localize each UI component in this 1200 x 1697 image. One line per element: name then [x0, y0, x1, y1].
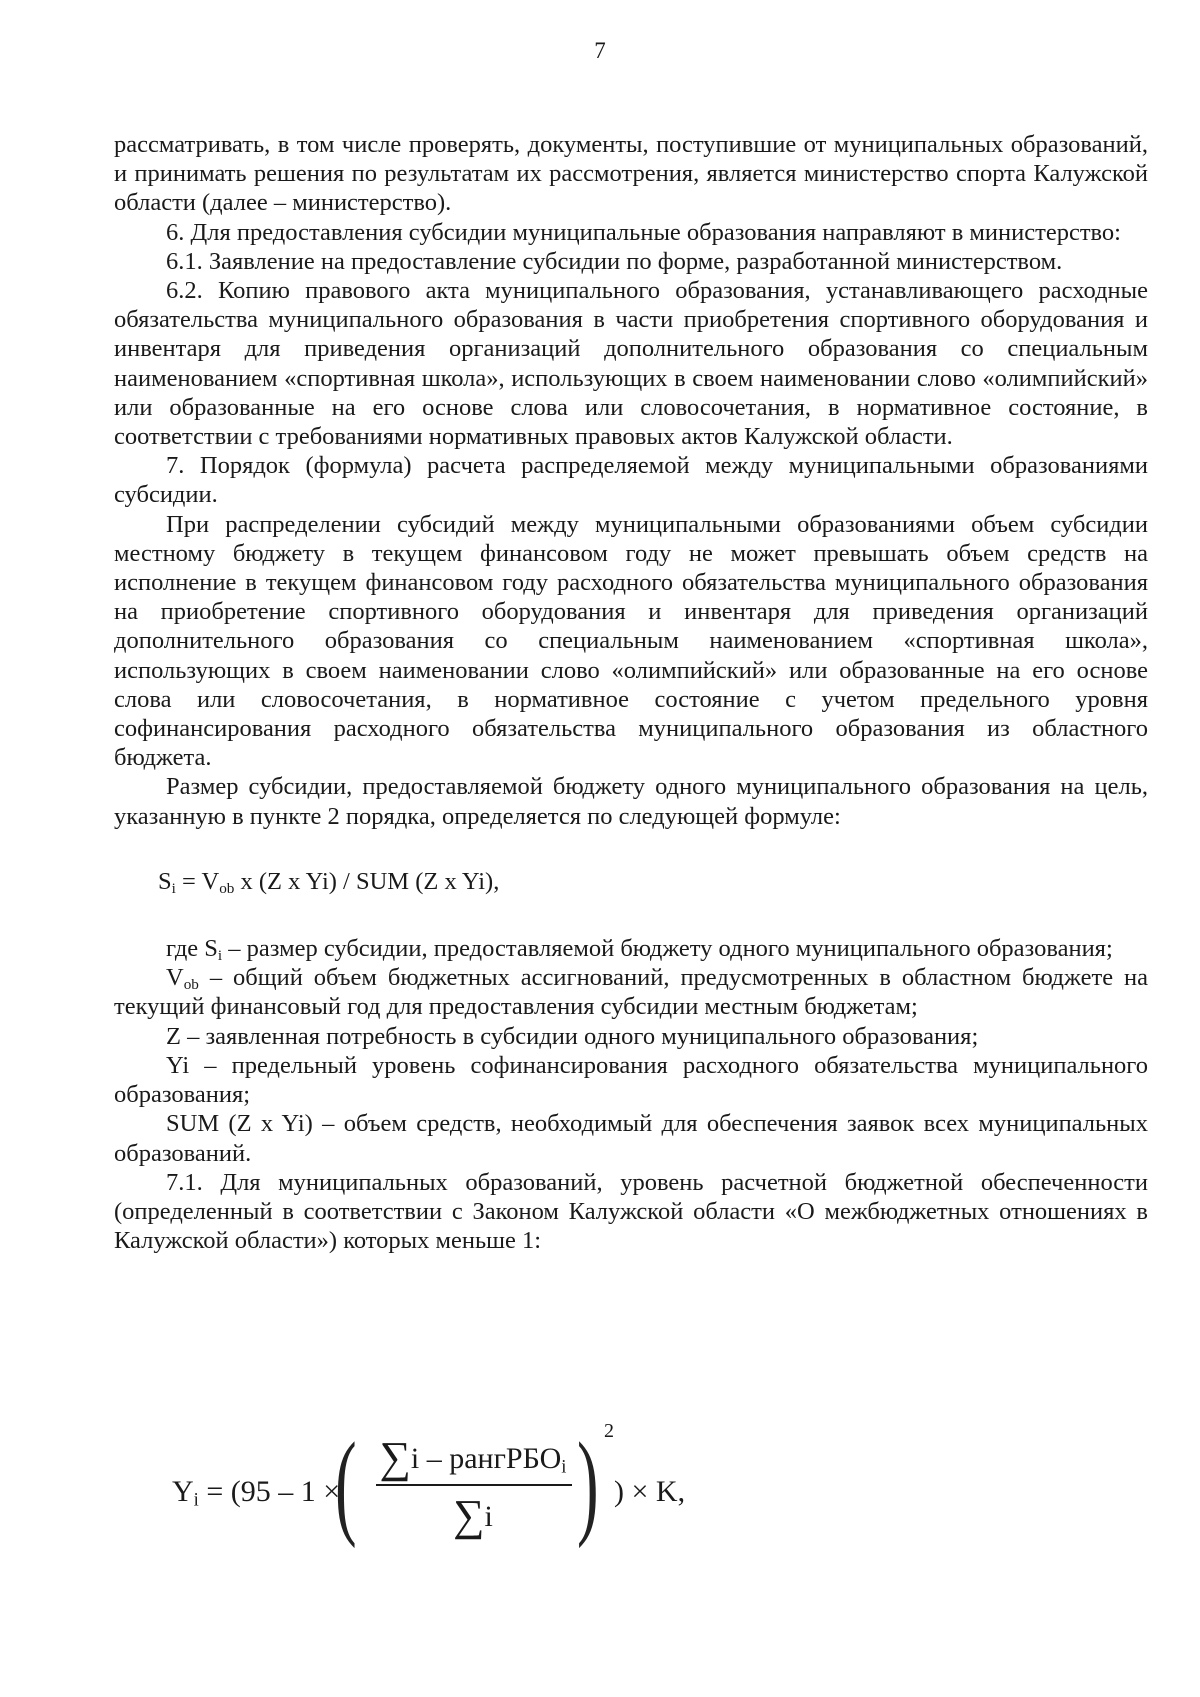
formula-right-paren: )	[577, 1418, 599, 1549]
fraction-bar	[376, 1484, 572, 1486]
formula-exponent: 2	[604, 1420, 614, 1442]
formula-left-paren: (	[335, 1418, 357, 1549]
document-body	[114, 130, 1148, 1255]
subsidy-formula: $S_i = V_{ob}$ x (Z x Yi) / SUM (Z x Yi),	[158, 867, 500, 897]
paragraph-6-2: 6.2. Копию правового акта муниципального образования, устанавливающего расходные обязательства муниципального образования в части приобретения спортивного оборудования и инвентаря для приведения организаций дополнительного образования со специальным наименованием «спортивная школа», использующих в своем наименовании слово «олимпийский» или образованные на его основе слова или словосочетания, в нормативное состояние, в соответствии с требованиями нормативных правовых актов Калужской области.	[114, 277, 1148, 451]
formula-denominator: ∑i	[453, 1491, 493, 1540]
page-number: 7	[594, 38, 606, 63]
paragraph-7-1: 7.1. Для муниципальных образований, уровень расчетной бюджетной обеспеченности (определенный в соответствии с Законом Калужской области «О межбюджетных отношениях в Калужской области») которых меньше 1:	[114, 1168, 1148, 1255]
paragraph-6: 6. Для предоставления субсидии муниципальные образования направляют в министерство:	[166, 218, 1121, 246]
formula-rhs: ) × K,	[614, 1475, 686, 1508]
paragraph-distribution: При распределении субсидий между муниципальными образованиями объем субсидии местному бюджету в текущем финансовом году не может превышать объем средств на исполнение в текущем финансовом году расходного обязательства муниципального образования на приобретение спортивного оборудования и инвентаря для приведения организаций дополнительного образования со специальным наименованием «спортивная школа», использующих в своем наименовании слово «олимпийский» или образованные на его основе слова или словосочетания, в нормативное состояние с учетом предельного уровня софинансирования расходного обязательства муниципального образования из областного бюджета.	[114, 510, 1148, 772]
formula-numerator: ∑i – рангРБО$_i$	[379, 1433, 567, 1482]
paragraph-continuation: рассматривать, в том числе проверять, документы, поступившие от муниципальных образований, и принимать решения по результатам их рассмотрения, является министерство спорта Калужской области (далее – министерство).	[114, 131, 1148, 217]
cofinancing-formula	[172, 1418, 772, 1560]
definition-yi: Yi – предельный уровень софинансирования расходного обязательства муниципального образования;	[114, 1051, 1148, 1109]
paragraph-subsidy-size: Размер субсидии, предоставляемой бюджету одного муниципального образования на цель, указанную в пункте 2 порядка, определяется по следующей формуле:	[114, 773, 1148, 830]
definition-sum: SUM (Z x Yi) – объем средств, необходимый для обеспечения заявок всех муниципальных образований.	[114, 1110, 1148, 1167]
definition-z: Z – заявленная потребность в субсидии одного муниципального образования;	[166, 1022, 979, 1050]
formula-lhs: $Y_i = (95 - 1$ ×	[172, 1475, 341, 1511]
definition-si: где $S_i$ – размер субсидии, предоставляемой бюджету одного муниципального образования;	[166, 935, 1113, 964]
definition-vob: $V_{ob}$ – общий объем бюджетных ассигнований, предусмотренных в областном бюджете на текущий финансовый год для предоставления субсидии местным бюджетам;	[114, 964, 1148, 1021]
paragraph-7: 7. Порядок (формула) расчета распределяемой между муниципальными образованиями субсидии.	[114, 452, 1148, 509]
paragraph-6-1: 6.1. Заявление на предоставление субсидии по форме, разработанной министерством.	[166, 247, 1063, 275]
